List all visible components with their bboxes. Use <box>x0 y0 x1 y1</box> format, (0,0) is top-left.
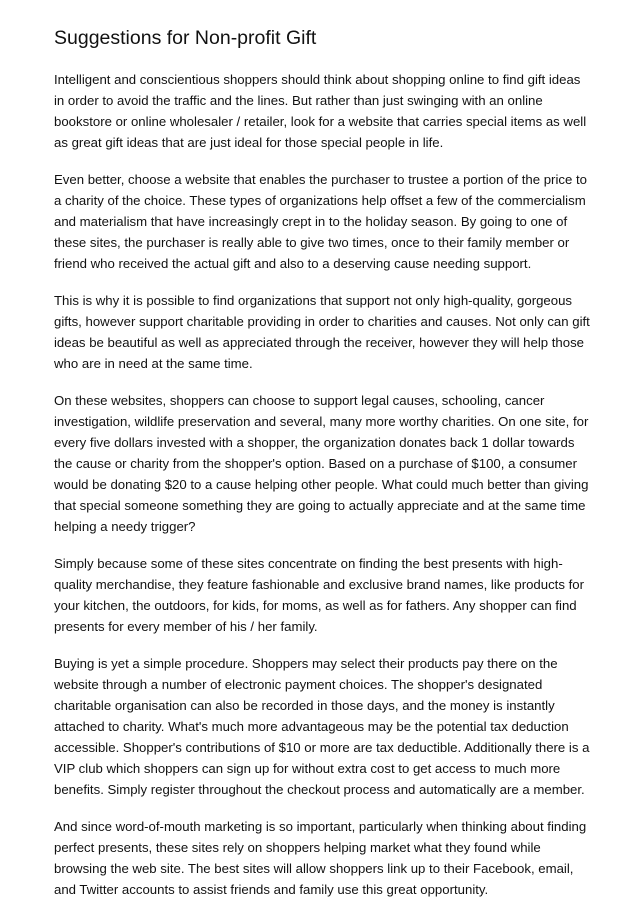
paragraph-6: Buying is yet a simple procedure. Shoppers may select their products pay there on the website through a number of electronic payment choices. The shopper's designated charitable organisation can also be recorded in those days, and the money is instantly attached to charity. What's much more advantageous may be the potential tax deduction accessible. Shopper's contributions of $10 or more are tax deductible. Additionally there is a VIP club which shoppers can sign up for without extra cost to get access to much more benefits. Simply register throughout the checkout process and automatically are a member. <box>54 655 590 798</box>
paragraph-4: On these websites, shoppers can choose to support legal causes, schooling, cancer investigation, wildlife preservation and several, many more worthy charities. On one site, for every five dollars invested with a shopper, the organization donates back 1 dollar towards the cause or charity from the shopper's option. Based on a purchase of $100, a consumer would be donating $20 to a cause helping other people. What could much better than giving that special someone something they are going to actually appreciate and at the same time helping a needy trigger? <box>54 392 589 535</box>
document-page <box>54 26 594 916</box>
paragraph-2: Even better, choose a website that enables the purchaser to trustee a portion of the price to a charity of the choice. These types of organizations help offset a few of the commercialism and materialism that have increasingly crept in to the holiday season. By going to one of these sites, the purchaser is really able to give two times, once to their family member or friend who received the actual gift and also to a deserving cause needing support. <box>54 171 587 272</box>
document-title: Suggestions for Non-profit Gift <box>54 27 317 49</box>
paragraph-5: Simply because some of these sites concentrate on finding the best presents with high-quality merchandise, they feature fashionable and exclusive brand names, like products for your kitchen, the outdoors, for kids, for moms, as well as for fathers. Any shopper can find presents for every member of his / her family. <box>54 555 584 635</box>
paragraph-3: This is why it is possible to find organizations that support not only high-quality, gorgeous gifts, however support charitable providing in order to charities and causes. Not only can gift ideas be beautiful as well as appreciated through the receiver, however they will help those who are in need at the same time. <box>54 292 590 372</box>
paragraph-7: And since word-of-mouth marketing is so important, particularly when thinking about finding perfect presents, these sites rely on shoppers helping market what they found while browsing the web site. The best sites will allow shoppers link up to their Facebook, email, and Twitter accounts to assist friends and family use this great opportunity. <box>54 818 587 898</box>
paragraph-1: Intelligent and conscientious shoppers should think about shopping online to find gift ideas in order to avoid the traffic and the lines. But rather than just swinging with an online bookstore or online wholesaler / retailer, look for a website that carries special items as well as great gift ideas that are just ideal for those special people in life. <box>54 72 587 151</box>
